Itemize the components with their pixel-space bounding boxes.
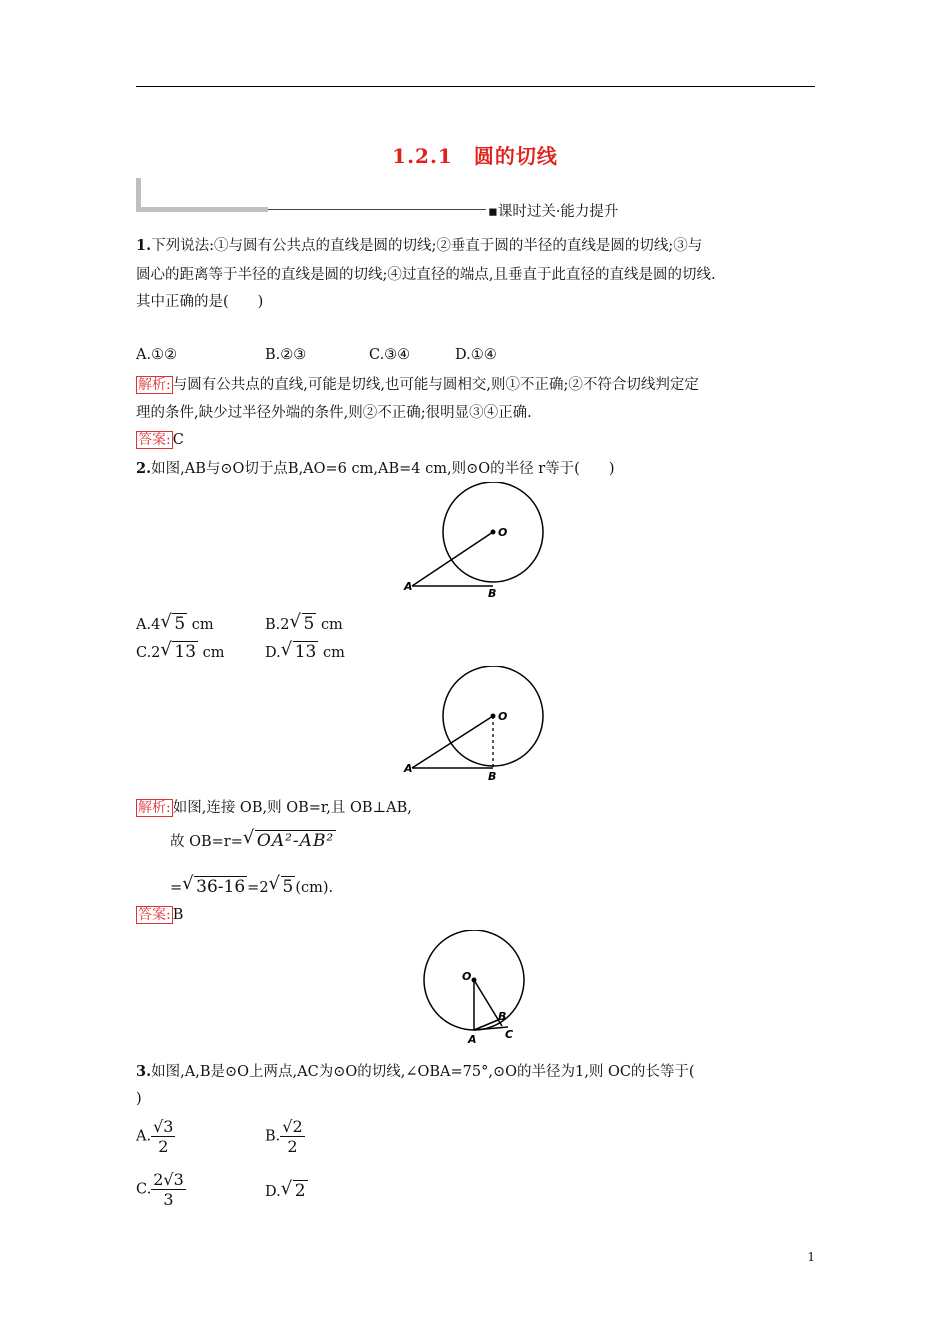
q3-option-d: D. √ 2 bbox=[265, 1178, 306, 1201]
label-o: O bbox=[498, 710, 508, 723]
q1-option-c: C.③④ bbox=[369, 347, 411, 363]
q2-stem: 2.如图,AB与⊙O切于点B,AO=6 cm,AB=4 cm,则⊙O的半径 r等于( ) bbox=[136, 460, 615, 477]
q1-option-a: A.①② bbox=[136, 347, 178, 363]
q1-analysis-line-1: 解析: 与圆有公共点的直线,可能是切线,也可能与圆相交,则①不正确;②不符合切线判定定 bbox=[138, 377, 699, 393]
q1-line-3: 其中正确的是( ) bbox=[136, 294, 264, 310]
q2-analysis-line-1: 解析: 如图,连接 OB,则 OB=r,且 OB⊥AB, bbox=[138, 800, 412, 816]
segment-ao bbox=[412, 532, 493, 586]
answer-tag: 答案: bbox=[138, 907, 171, 923]
q3-stem-line-1: 3.如图,A,B是⊙O上两点,AC为⊙O的切线,∠OBA=75°,⊙O的半径为1,则 OC的长等于( bbox=[136, 1063, 695, 1080]
q2-solution-figure bbox=[400, 666, 560, 786]
sqrt: √ 13 bbox=[280, 639, 317, 662]
center-point bbox=[491, 530, 496, 535]
label-o: O bbox=[498, 526, 508, 539]
sqrt: √ 5 bbox=[268, 873, 294, 897]
q3-number: 3. bbox=[136, 1063, 152, 1080]
q3-stem-line-2: ) bbox=[136, 1091, 142, 1107]
q2-figure bbox=[400, 482, 560, 602]
page-title: 1.2.1 圆的切线 bbox=[392, 144, 558, 168]
q1-line-1: 1.下列说法:①与圆有公共点的直线是圆的切线;②垂直于圆的半径的直线是圆的切线;③与 bbox=[136, 237, 703, 254]
label-a: A bbox=[404, 762, 413, 775]
q2-answer: 答案: B bbox=[138, 907, 184, 923]
label-a: A bbox=[404, 580, 413, 593]
label-o: O bbox=[462, 970, 472, 983]
q1-option-d: D.①④ bbox=[455, 347, 497, 363]
q1-answer: 答案: C bbox=[138, 432, 184, 448]
sqrt: √ OA²-AB² bbox=[242, 827, 335, 851]
fraction: $\frac{√2}{2}$ bbox=[282, 1117, 303, 1156]
segment-ao bbox=[412, 716, 493, 768]
section-bracket bbox=[136, 178, 268, 212]
q2-option-c: C.2 √ 13 cm bbox=[136, 639, 225, 662]
fraction: $\frac{2√3}{3}$ bbox=[153, 1170, 184, 1209]
q2-option-a: A.4 √ 5 cm bbox=[136, 611, 214, 634]
q1-number: 1. bbox=[136, 237, 152, 254]
label-b: B bbox=[488, 770, 497, 783]
q3-option-a: A. $\frac{√3}{2}$ bbox=[136, 1117, 174, 1156]
header-rule bbox=[136, 86, 815, 87]
label-c: C bbox=[505, 1028, 514, 1041]
q2-option-b: B.2 √ 5 cm bbox=[265, 611, 343, 634]
sqrt: √ 36-16 bbox=[182, 873, 246, 897]
center-point bbox=[491, 714, 496, 719]
sqrt: √ 13 bbox=[160, 639, 197, 662]
analysis-tag: 解析: bbox=[138, 377, 171, 393]
q2-number: 2. bbox=[136, 460, 152, 477]
sqrt: √ 2 bbox=[280, 1178, 306, 1201]
q2-analysis-line-2: 故 OB=r= √ OA²-AB² bbox=[170, 827, 335, 851]
q2-option-d: D. √ 13 cm bbox=[265, 639, 345, 662]
label-a: A bbox=[468, 1033, 477, 1046]
q1-line-2: 圆心的距离等于半径的直线是圆的切线;④过直径的端点,且垂直于此直径的直线是圆的切线. bbox=[136, 267, 716, 283]
q2-analysis-line-3: = √ 36-16 =2 √ 5 (cm). bbox=[170, 873, 334, 897]
sqrt: √ 5 bbox=[289, 611, 315, 634]
sqrt: √ 5 bbox=[160, 611, 186, 634]
fraction: $\frac{√3}{2}$ bbox=[153, 1117, 174, 1156]
q3-option-c: C. $\frac{2√3}{3}$ bbox=[136, 1170, 184, 1209]
q1-option-b: B.②③ bbox=[265, 347, 307, 363]
label-b: B bbox=[498, 1010, 507, 1023]
analysis-tag: 解析: bbox=[138, 800, 171, 816]
section-label: ▪课时过关·能力提升 bbox=[488, 204, 619, 220]
center-point bbox=[472, 978, 477, 983]
page-number: 1 bbox=[807, 1250, 815, 1264]
q3-figure bbox=[418, 930, 538, 1048]
q1-analysis-line-2: 理的条件,缺少过半径外端的条件,则②不正确;很明显③④正确. bbox=[136, 405, 532, 421]
label-b: B bbox=[488, 587, 497, 600]
answer-tag: 答案: bbox=[138, 432, 171, 448]
q3-option-b: B. $\frac{√2}{2}$ bbox=[265, 1117, 303, 1156]
section-rule bbox=[268, 209, 486, 210]
